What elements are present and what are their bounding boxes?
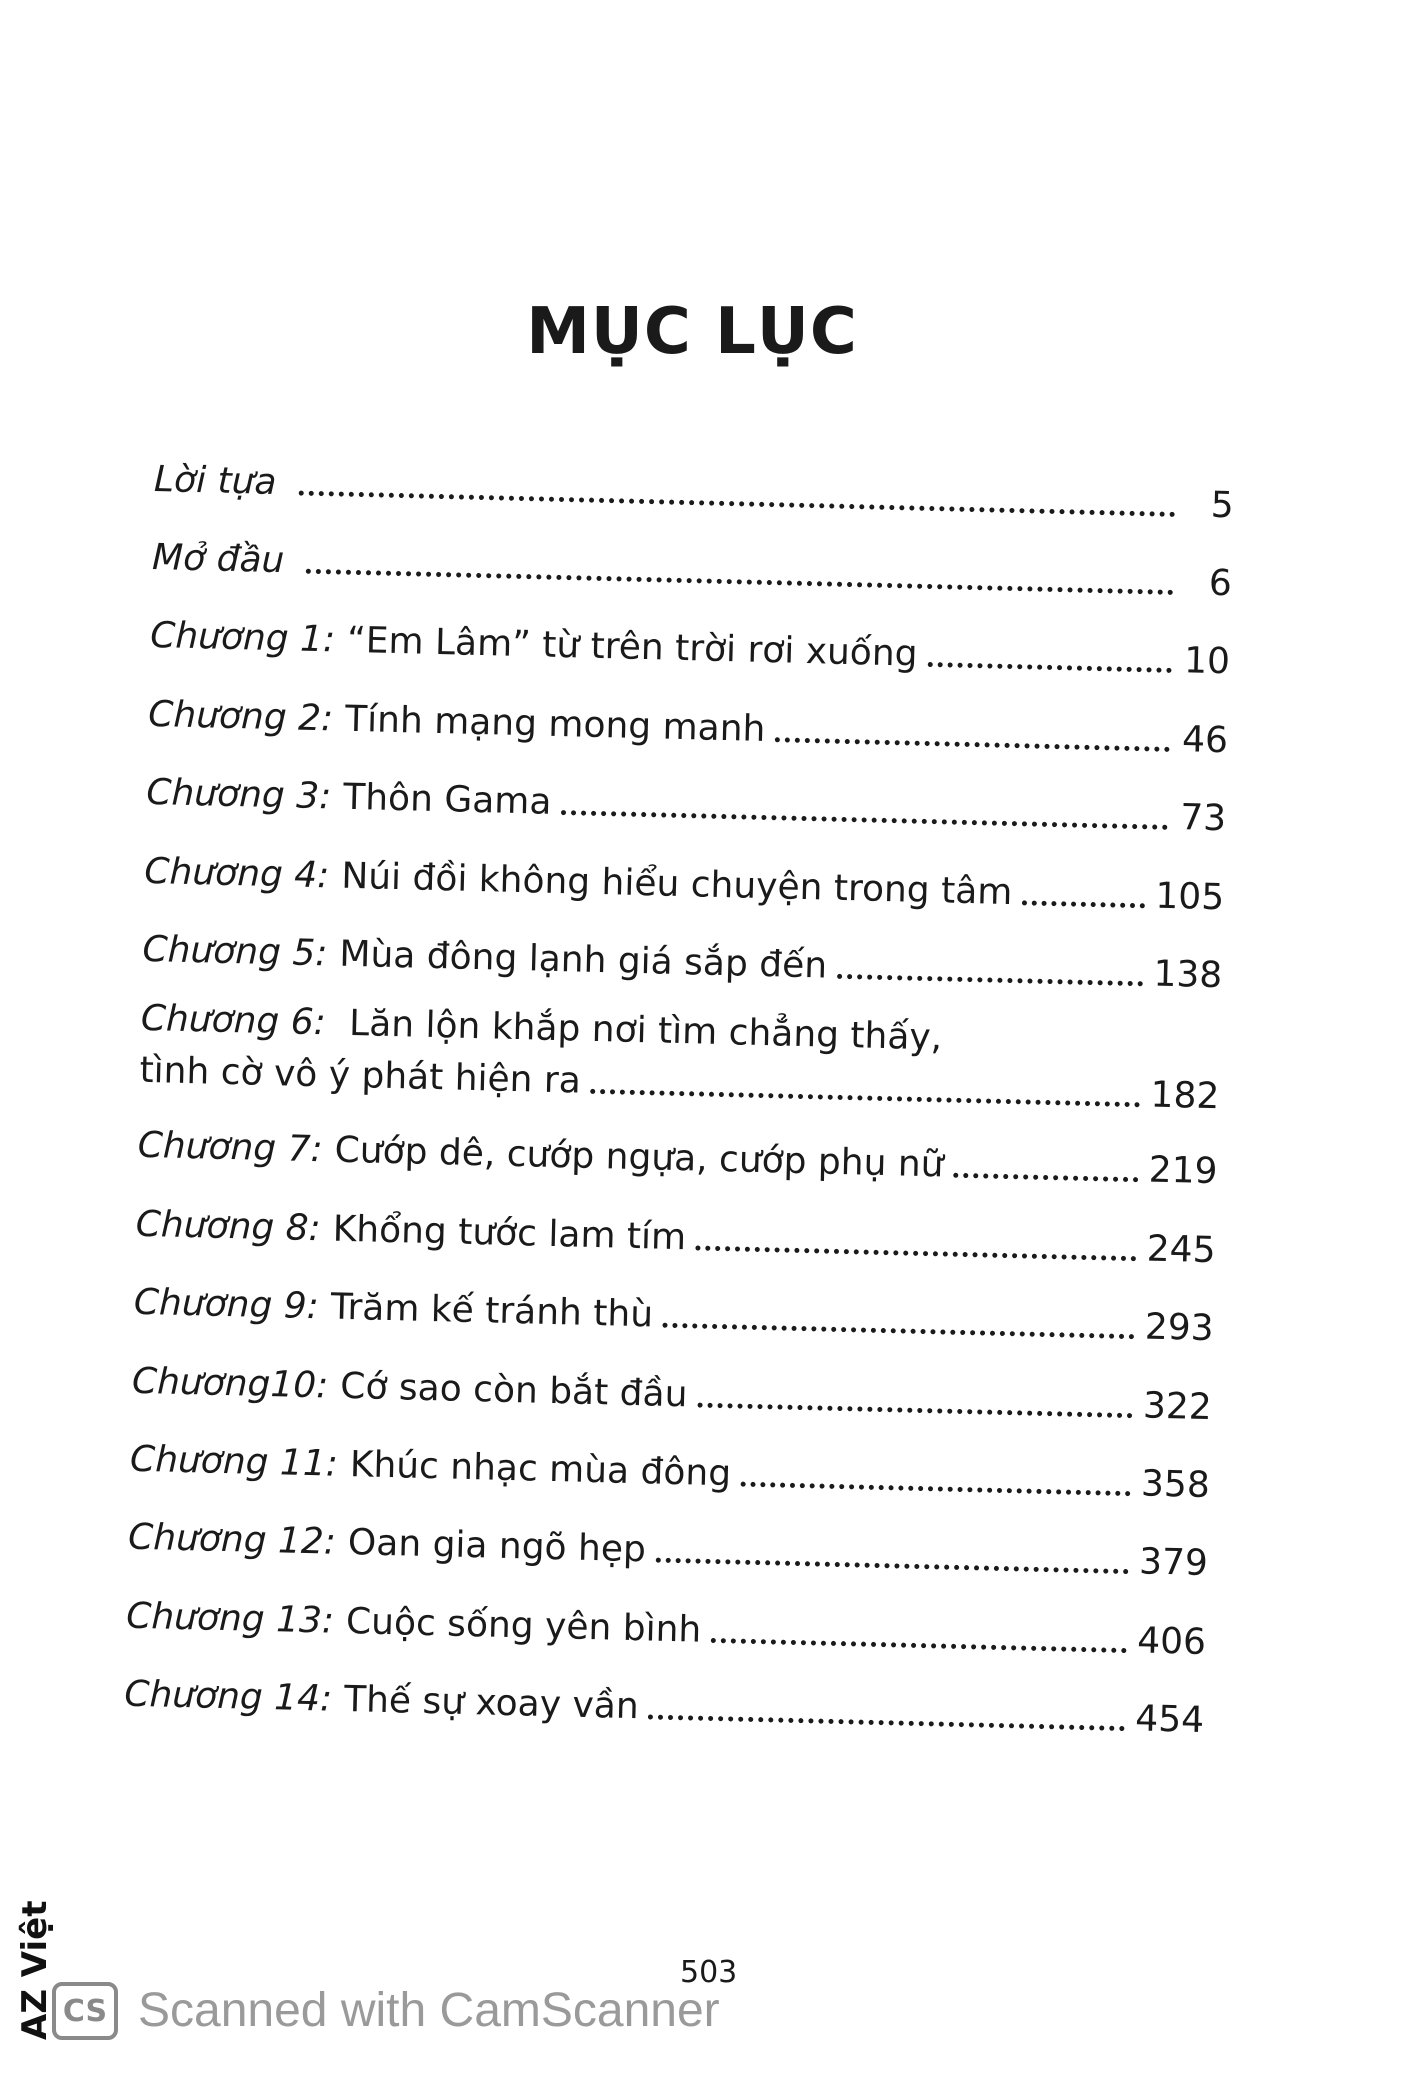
camscanner-logo-icon: CS <box>52 1982 118 2040</box>
toc-entry-label: Chương 3: <box>145 772 332 818</box>
toc-entry-label: Lời tựa <box>153 458 278 503</box>
toc-entry-page: 46 <box>1181 718 1229 762</box>
toc-entry-title: Oan gia ngõ hẹp <box>347 1522 647 1571</box>
dot-leader <box>306 567 1174 595</box>
toc-entry-label: Chương 11: <box>129 1438 339 1485</box>
edge-mark: AZ Việt <box>15 1900 55 2040</box>
toc-entry-page: 138 <box>1153 953 1223 997</box>
toc-entry-page: 10 <box>1183 640 1231 683</box>
toc-entry-label: Chương 4: <box>143 850 330 896</box>
toc-entry-page: 105 <box>1154 875 1225 918</box>
toc-entry-page: 245 <box>1146 1228 1217 1271</box>
toc-entry-label: Chương 12: <box>127 1516 337 1564</box>
toc-entry-title: Núi đồi không hiểu chuyện trong tâm <box>340 855 1013 913</box>
toc-entry-page: 6 <box>1208 562 1233 605</box>
toc-entry-label: Chương 2: <box>147 693 334 740</box>
toc-entry-page: 322 <box>1142 1384 1213 1428</box>
dot-leader <box>711 1636 1127 1653</box>
toc-entry-page: 73 <box>1179 797 1227 840</box>
toc-entry-page: 219 <box>1148 1149 1218 1193</box>
scanner-watermark <box>52 1982 720 2040</box>
dot-leader <box>741 1480 1131 1497</box>
page-title: MỤC LỤC <box>526 295 858 369</box>
toc-entry-page: 406 <box>1136 1620 1207 1663</box>
footer-page-number: 503 <box>680 1955 738 1990</box>
dot-leader <box>953 1171 1138 1183</box>
toc-entry-title: Trăm kế tránh thù <box>330 1286 654 1336</box>
toc-entry-label: Chương 8: <box>135 1203 322 1249</box>
toc-entry-title: Khúc nhạc mùa đông <box>349 1443 732 1495</box>
toc-entry-title: Thế sự xoay vần <box>343 1679 640 1728</box>
dot-leader <box>775 735 1170 752</box>
toc-entry-label: Chương 13: <box>125 1595 335 1642</box>
dot-leader <box>697 1400 1133 1418</box>
toc-entry-page: 5 <box>1210 484 1235 526</box>
table-of-contents <box>123 440 1234 1760</box>
toc-entry-label: Chương 7: <box>137 1125 324 1171</box>
dot-leader <box>927 660 1172 673</box>
toc-entry-title: Thôn Gama <box>342 776 552 823</box>
toc-entry-title: Tính mạng mong manh <box>344 698 766 750</box>
toc-entry-label: Chương 5: <box>142 928 328 975</box>
dot-leader <box>298 488 1175 516</box>
dot-leader <box>561 808 1168 830</box>
dot-leader <box>656 1556 1129 1575</box>
toc-entry-title: Cướp dê, cướp ngựa, cướp phụ nữ <box>334 1129 944 1186</box>
toc-entry-label: Chương 6: <box>140 997 327 1044</box>
toc-entry-page: 293 <box>1144 1306 1215 1350</box>
toc-entry-title: Khổng tước lam tím <box>332 1208 687 1258</box>
dot-leader <box>837 972 1144 986</box>
toc-entry-label: Chương 14: <box>123 1673 333 1720</box>
toc-entry-label: Chương 1: <box>149 615 336 661</box>
toc-entry-title: Lăn lộn khắp nơi tìm chẳng thấy, <box>348 1002 943 1059</box>
toc-entry-page: 379 <box>1138 1541 1209 1585</box>
toc-entry-label: Mở đầu <box>151 536 285 582</box>
dot-leader <box>696 1243 1137 1261</box>
dot-leader <box>648 1713 1125 1732</box>
toc-entry-label: Chương10: <box>131 1360 329 1407</box>
toc-entry-label: Chương 9: <box>133 1281 320 1328</box>
toc-entry-title: Cớ sao còn bắt đầu <box>339 1365 688 1415</box>
watermark-text: Scanned with CamScanner <box>138 1984 720 2037</box>
dot-leader <box>1022 898 1145 908</box>
toc-entry-title: Mùa đông lạnh giá sắp đến <box>338 933 828 987</box>
dot-leader <box>591 1087 1141 1107</box>
toc-entry-page: 358 <box>1140 1463 1211 1506</box>
toc-entry-page: 182 <box>1150 1074 1220 1118</box>
toc-entry-title-continued: tình cờ vô ý phát hiện ra <box>139 1049 582 1102</box>
toc-entry-title: “Em Lâm” từ trên trời rơi xuống <box>346 620 919 676</box>
dot-leader <box>663 1321 1135 1340</box>
toc-entry-page: 454 <box>1134 1698 1205 1742</box>
toc-entry-title: Cuộc sống yên bình <box>345 1600 702 1651</box>
